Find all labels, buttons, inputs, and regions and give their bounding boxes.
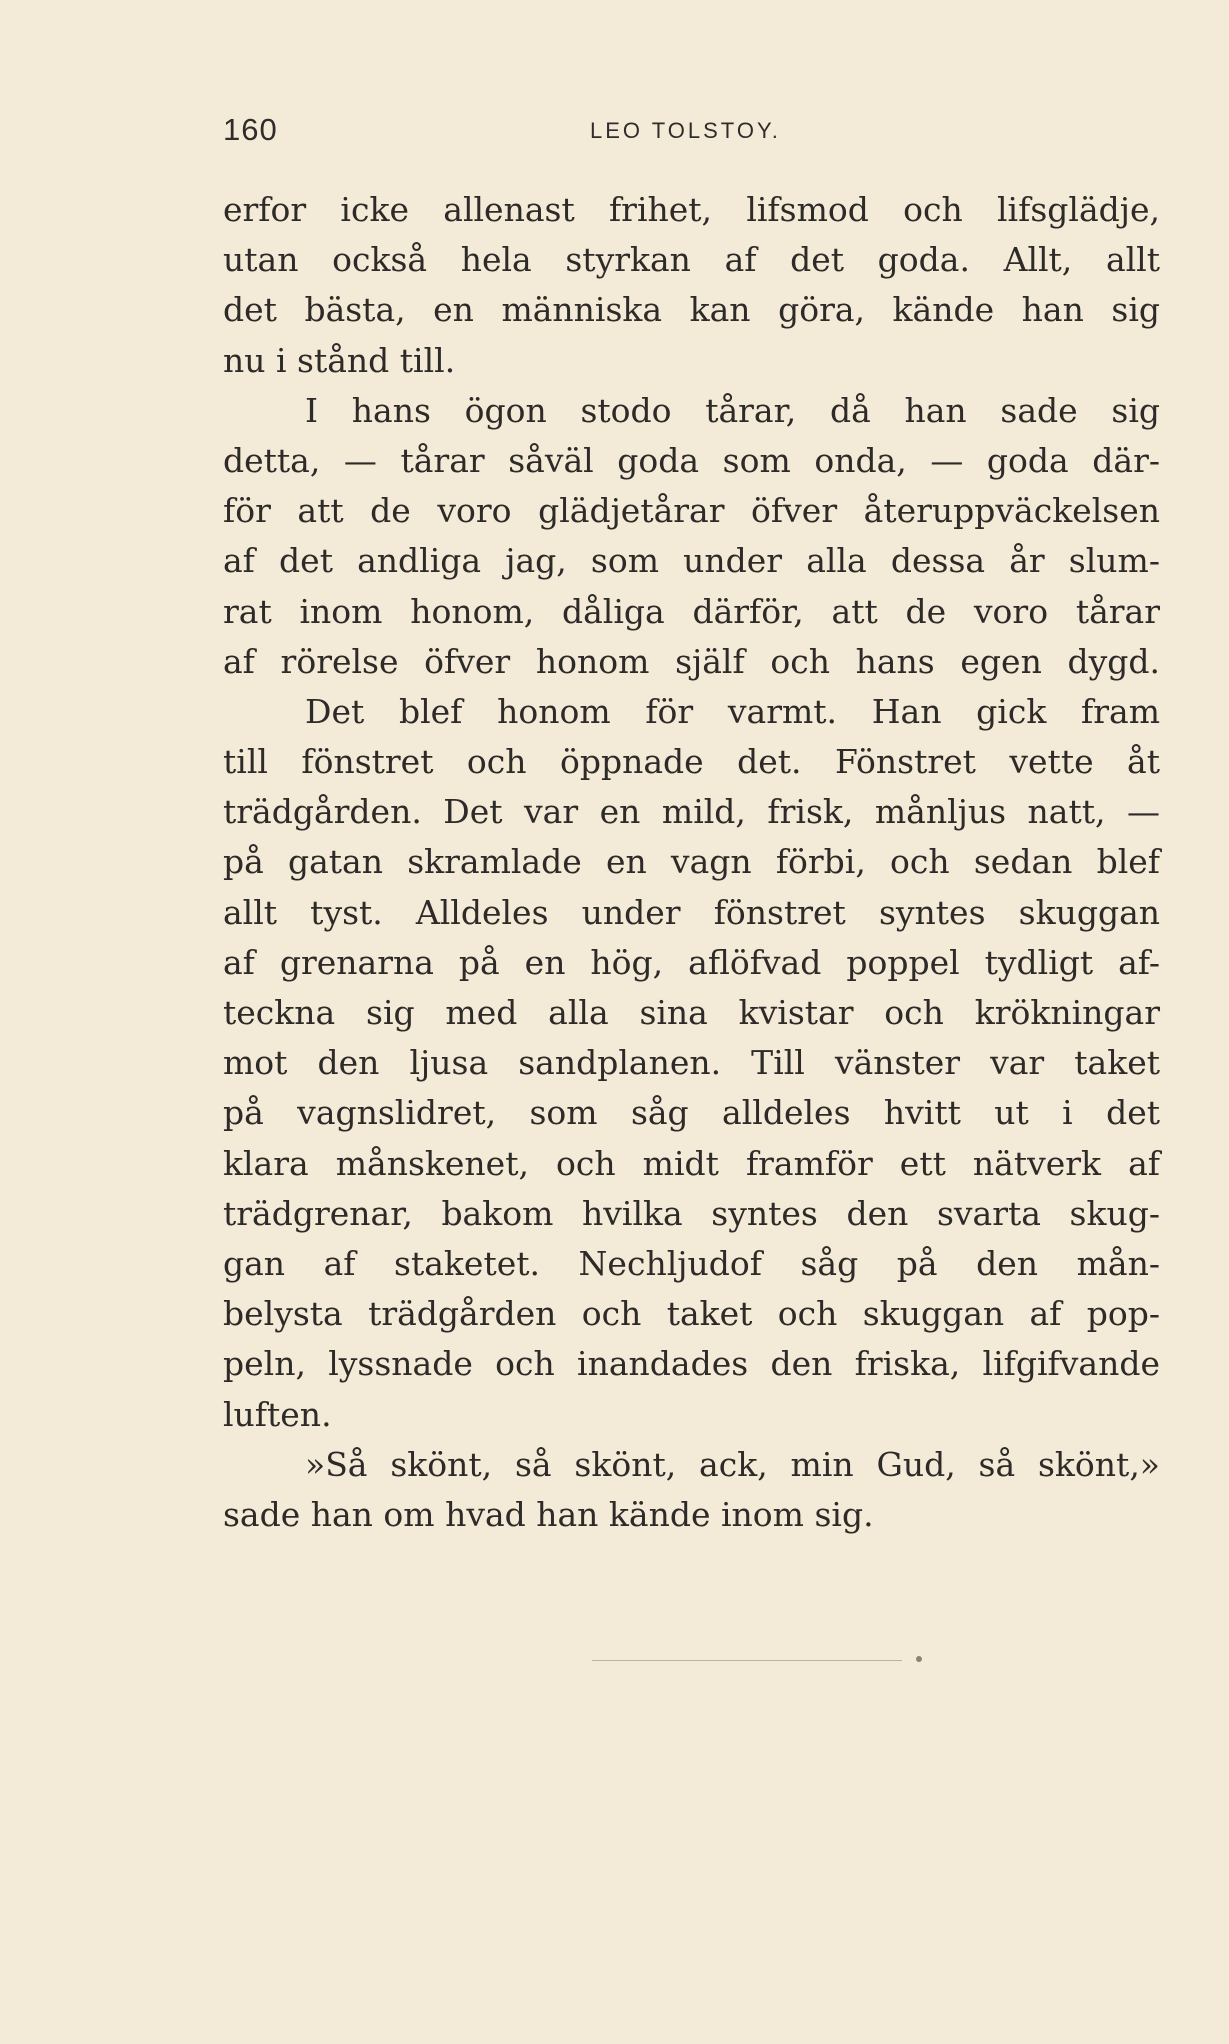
text-line: detta, — tårar såväl goda som onda, — goda där-	[223, 440, 1160, 480]
text-line: trädgrenar, bakom hvilka syntes den svarta skug-	[223, 1193, 1160, 1233]
text-line: luften.	[223, 1394, 332, 1434]
text-line: på vagnslidret, som såg alldeles hvitt ut i det	[223, 1093, 1160, 1133]
page-header	[223, 112, 1158, 152]
text-line: »Så skönt, så skönt, ack, min Gud, så skönt,»	[305, 1444, 1160, 1484]
text-line: klara månskenet, och midt framför ett nätverk af	[223, 1143, 1160, 1183]
text-line: Det blef honom för varmt. Han gick fram	[305, 691, 1160, 731]
text-line: peln, lyssnade och inandades den friska, lifgifvande	[223, 1344, 1160, 1384]
section-divider	[592, 1660, 902, 1661]
text-line: gan af staketet. Nechljudof såg på den mån-	[223, 1243, 1160, 1283]
text-line: rat inom honom, dåliga därför, att de voro tårar	[223, 591, 1160, 631]
divider-dot	[916, 1656, 922, 1662]
text-line: af grenarna på en hög, aflöfvad poppel tydligt af-	[223, 942, 1160, 982]
text-line: för att de voro glädjetårar öfver återuppväckelsen	[223, 491, 1160, 531]
text-line: af det andliga jag, som under alla dessa år slum-	[223, 541, 1160, 581]
page-number: 160	[223, 112, 278, 147]
text-line: af rörelse öfver honom själf och hans egen dygd.	[223, 641, 1160, 681]
running-head: LEO TOLSTOY.	[590, 118, 781, 143]
text-line: utan också hela styrkan af det goda. Allt, allt	[223, 240, 1160, 280]
text-line: det bästa, en människa kan göra, kände han sig	[223, 290, 1160, 330]
text-line: nu i stånd till.	[223, 340, 456, 380]
body-text	[223, 185, 1160, 1540]
text-line: teckna sig med alla sina kvistar och krökningar	[223, 993, 1160, 1032]
text-line: I hans ögon stodo tårar, då han sade sig	[305, 390, 1160, 430]
text-line: trädgården. Det var en mild, frisk, månljus natt, —	[223, 792, 1160, 832]
text-line: sade han om hvad han kände inom sig.	[223, 1494, 874, 1534]
text-line: allt tyst. Alldeles under fönstret syntes skuggan	[223, 892, 1160, 932]
text-line: på gatan skramlade en vagn förbi, och sedan blef	[223, 842, 1160, 882]
text-line: erfor icke allenast frihet, lifsmod och lifsglädje,	[223, 190, 1160, 229]
text-line: mot den ljusa sandplanen. Till vänster var taket	[223, 1043, 1160, 1083]
text-line: till fönstret och öppnade det. Fönstret vette åt	[223, 742, 1160, 782]
text-line: belysta trädgården och taket och skuggan af pop-	[223, 1294, 1160, 1334]
